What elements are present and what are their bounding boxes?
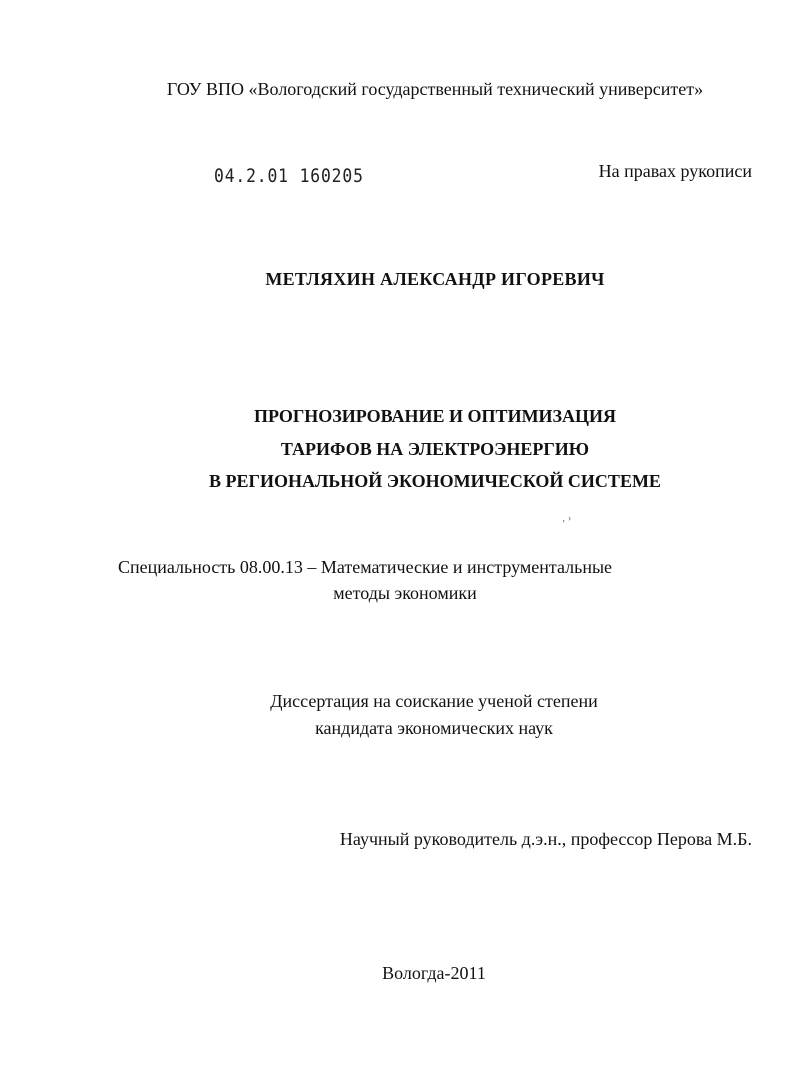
institution-name: ГОУ ВПО «Вологодский государственный технический университет»	[166, 79, 704, 99]
scan-artifact: ‚ ›	[562, 513, 572, 524]
city-year: Вологда-2011	[382, 963, 486, 983]
specialty-line-2: методы экономики	[333, 583, 477, 603]
registration-stamp: 04.2.01 160205	[214, 165, 364, 187]
dissertation-title-line-1: ПРОГНОЗИРОВАНИЕ И ОПТИМИЗАЦИЯ	[253, 406, 617, 426]
specialty-line-1: Специальность 08.00.13 – Математические и инструментальные	[118, 557, 613, 577]
manuscript-rights-note: На правах рукописи	[598, 161, 752, 181]
scientific-supervisor: Научный руководитель д.э.н., профессор Перова М.Б.	[339, 829, 752, 849]
degree-statement-line-2: кандидата экономических наук	[315, 718, 553, 738]
dissertation-title-line-3: В РЕГИОНАЛЬНОЙ ЭКОНОМИЧЕСКОЙ СИСТЕМЕ	[209, 471, 661, 491]
degree-statement-line-1: Диссертация на соискание ученой степени	[270, 691, 598, 711]
author-name: МЕТЛЯХИН АЛЕКСАНДР ИГОРЕВИЧ	[265, 269, 605, 289]
dissertation-title-line-2: ТАРИФОВ НА ЭЛЕКТРОЭНЕРГИЮ	[280, 439, 590, 459]
